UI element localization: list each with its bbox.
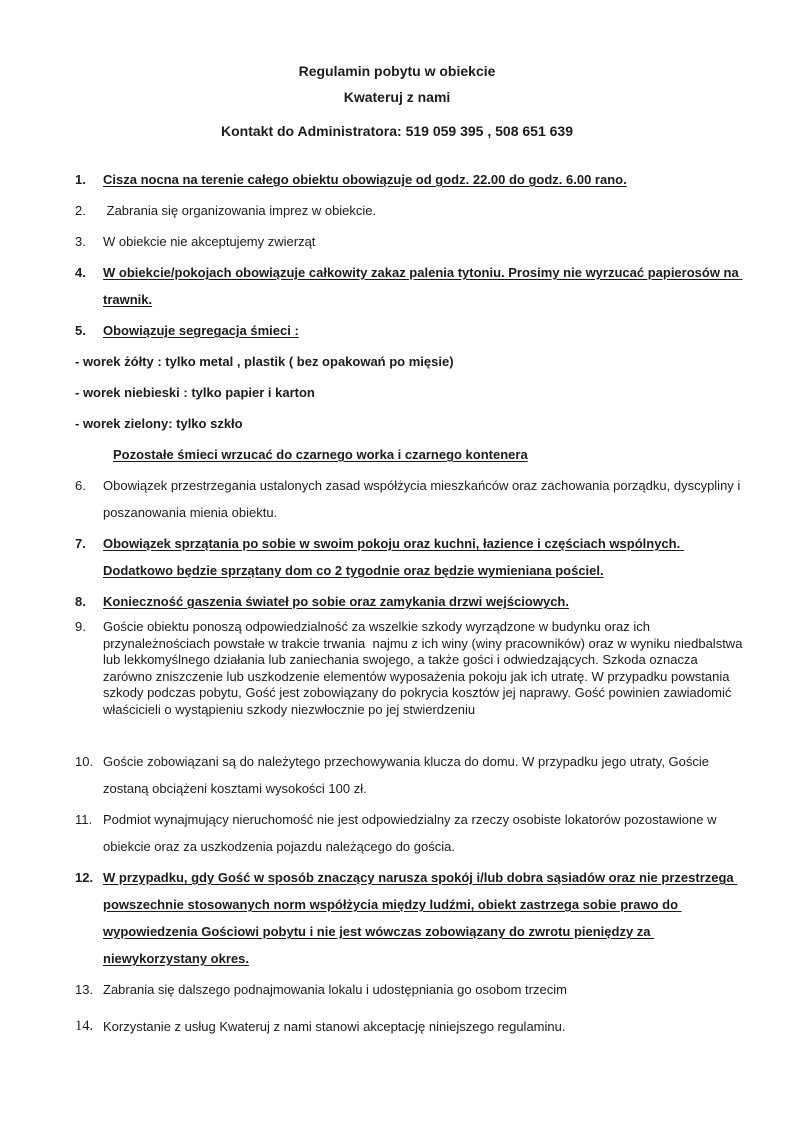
rule-number: 7. [75,536,86,551]
rule-text: Konieczność gaszenia świateł po sobie oraz zamykania drzwi wejściowych. [103,594,569,609]
rule-item-3 [75,228,749,255]
doc-title: Regulamin pobytu w obiekcie [298,63,496,79]
contact-line: Kontakt do Administratora: 519 059 395 , 508 651 639 [221,123,573,139]
rule-text: Korzystanie z usług Kwateruj z nami stanowi akceptację niniejszego regulaminu. [103,1019,566,1034]
rule-number: 4. [75,265,86,280]
waste-note-text: Pozostałe śmieci wrzucać do czarnego worka i czarnego kontenera [113,447,528,462]
rule-number: 3. [75,234,86,249]
rule-number: 12. [75,870,94,885]
rule-item-14 [75,1013,749,1040]
rule-number: 11. [75,812,93,827]
rule-item-12 [75,864,749,972]
rule-text: Zabrania się organizowania imprez w obiekcie. [103,203,377,218]
rule-number: 6. [75,478,86,493]
rule-text: W obiekcie/pokojach obowiązuje całkowity zakaz palenia tytoniu. Prosimy nie wyrzucać papierosów na trawnik. [103,265,743,307]
rule-number: 13. [75,982,94,997]
rule-item-6 [75,472,749,526]
rule-text: Obowiązek przestrzegania ustalonych zasad współżycia mieszkańców oraz zachowania porządku, dyscypliny i poszanowania mienia obiektu. [103,478,744,520]
waste-line-green-bag: - worek zielony: tylko szkło [75,416,243,431]
rule-item-13 [75,976,749,1003]
rule-text: Obowiązuje segregacja śmieci : [103,323,299,338]
rule-item-4 [75,259,749,313]
rule-number: 10. [75,754,94,769]
rule-item-8 [75,588,749,615]
waste-line-blue-bag: - worek niebieski : tylko papier i karton [75,385,315,400]
rule-item-2 [75,197,749,224]
rule-text: Obowiązek sprzątania po sobie w swoim pokoju oraz kuchni, łazience i częściach wspólnych. Dodatkowo będzie sprzątany dom co 2 tygodnie oraz będzie wymieniana pościel. [103,536,684,578]
rule-number: 9. [75,619,86,634]
rule-text: Cisza nocna na terenie całego obiektu obowiązuje od godz. 22.00 do godz. 6.00 rano. [103,172,627,187]
doc-subtitle: Kwateruj z nami [343,89,451,105]
rule-text: Goście obiektu ponoszą odpowiedzialność za wszelkie szkody wyrządzone w budynku oraz ich przynależnościach powstałe w trakcie trwania najmu z ich winy (winy pracowników) oraz w wyniku niedbalstwa lub lekkomyślnego działania lub zaniechania swojego, a także gości i odwiedzających. Szkoda oznacza zarówno zniszczenie lub uszkodzenie elementów wyposażenia pokoju jak ich utratę. W przypadku powstania szkody podczas pobytu, Gość jest zobowiązany do pokrycia kosztów jej naprawy. Gość powinien zawiadomić właścicieli o wystąpieniu szkody niezwłocznie po jej stwierdzeniu [103,619,747,717]
rule-text: Goście zobowiązani są do należytego przechowywania klucza do domu. W przypadku jego utraty, Goście zostaną obciążeni kosztami wysokości 100 zł. [103,754,713,796]
rule-number: 8. [75,594,86,609]
waste-line-yellow-bag: - worek żółty : tylko metal , plastik ( bez opakowań po mięsie) [75,354,454,369]
waste-note [113,441,749,468]
rule-number: 2. [75,203,86,218]
rule-item-10 [75,748,749,802]
rule-item-9 [75,619,749,718]
rule-text: Podmiot wynajmujący nieruchomość nie jest odpowiedzialny za rzeczy osobiste lokatorów pozostawione w obiekcie oraz za uszkodzenia pojazdu należącego do gościa. [103,812,721,854]
rule-number: 14. [75,1018,94,1034]
rule-item-5 [75,317,749,344]
rule-number: 5. [75,323,86,338]
rule-item-1 [75,166,749,193]
rule-number: 1. [75,172,86,187]
rule-text: W obiekcie nie akceptujemy zwierząt [103,234,316,249]
rule-item-7 [75,530,749,584]
rule-text: Zabrania się dalszego podnajmowania lokalu i udostępniania go osobom trzecim [103,982,567,997]
rule-text: W przypadku, gdy Gość w sposób znaczący narusza spokój i/lub dobra sąsiadów oraz nie przestrzega powszechnie stosowanych norm współżycia między ludźmi, obiekt zastrzega sobie prawo do wypowiedzenia Gościowi pobytu i nie jest wówczas zobowiązany do zwrotu pieniędzy za niewykorzystany okres. [103,870,738,966]
rule-item-11 [75,806,749,860]
